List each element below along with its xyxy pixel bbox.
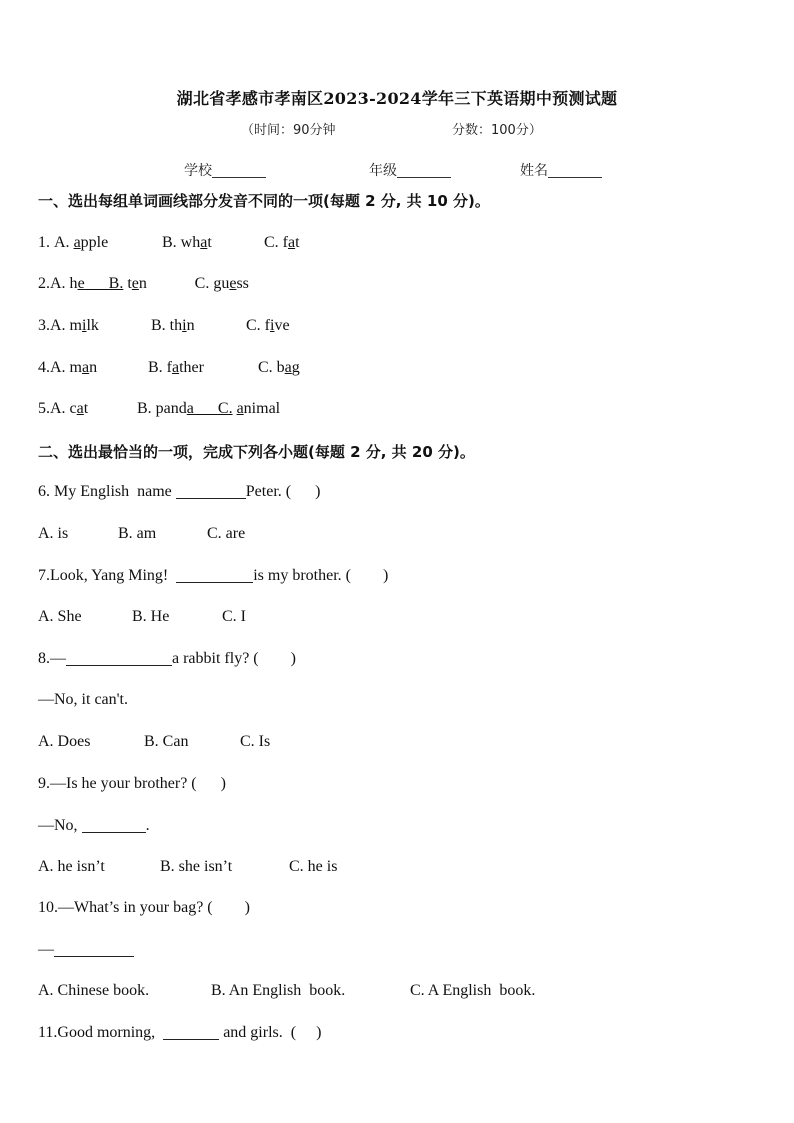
underline-gap xyxy=(85,275,109,292)
option-a[interactable]: A. he isn’t xyxy=(38,858,105,875)
option-b[interactable]: B. He xyxy=(132,608,170,625)
score-info: 分数：100分） xyxy=(452,123,542,138)
question-6: 6. My English name Peter. ( ) xyxy=(38,483,321,500)
option-c: C. bag xyxy=(258,359,300,376)
question-5 xyxy=(38,400,280,418)
option-c[interactable]: C. are xyxy=(207,525,246,542)
option-c[interactable]: C. A English book. xyxy=(410,982,536,999)
name-field xyxy=(520,160,602,180)
question-10-reply: — xyxy=(38,941,134,959)
answer-blank[interactable] xyxy=(176,484,246,499)
option-c[interactable]: C. I xyxy=(222,608,246,625)
question-9-reply: —No, . xyxy=(38,817,150,834)
question-11: 11.Good morning, and girls. ( ) xyxy=(38,1024,322,1041)
question-8-options xyxy=(38,733,270,751)
option-b[interactable]: B. she isn’t xyxy=(160,858,233,875)
option-a[interactable]: A. Chinese book. xyxy=(38,982,150,999)
option-c[interactable]: C. Is xyxy=(240,733,271,750)
underline-gap xyxy=(194,400,218,417)
question-2 xyxy=(38,275,249,293)
answer-blank[interactable] xyxy=(82,818,146,833)
time-info: （时间：90分钟 xyxy=(241,123,336,138)
question-8-reply: —No, it can't. xyxy=(38,691,128,708)
question-6-options xyxy=(38,525,245,543)
option-a[interactable]: A. Does xyxy=(38,733,91,750)
question-3 xyxy=(38,317,290,335)
school-label: 学校 xyxy=(184,163,212,179)
question-number: 5. xyxy=(38,400,50,417)
question-10-options xyxy=(38,982,535,1000)
option-c[interactable]: C. he is xyxy=(289,858,338,875)
option-b[interactable]: B. am xyxy=(118,525,157,542)
question-7-options xyxy=(38,608,246,626)
question-9: 9.—Is he your brother? ( ) xyxy=(38,775,226,792)
grade-blank[interactable] xyxy=(397,163,451,178)
page-title: 湖北省孝感市孝南区2023-2024学年三下英语期中预测试题 xyxy=(176,89,618,108)
question-number: 2. xyxy=(38,275,50,292)
option-a: A. cat xyxy=(50,400,89,417)
option-b: B. ten xyxy=(108,275,147,292)
name-label: 姓名 xyxy=(520,163,548,179)
option-b: B. father xyxy=(148,359,204,376)
school-field xyxy=(184,160,266,180)
option-b[interactable]: B. An English book. xyxy=(211,982,346,999)
option-b[interactable]: B. Can xyxy=(144,733,189,750)
grade-field xyxy=(369,160,451,180)
section-1-title: 一、选出每组单词画线部分发音不同的一项(每题 2 分, 共 10 分)。 xyxy=(38,192,490,210)
question-7: 7.Look, Yang Ming! is my brother. ( ) xyxy=(38,567,389,584)
question-10: 10.—What’s in your bag? ( ) xyxy=(38,899,250,916)
option-b: B. panda xyxy=(137,400,194,417)
option-a: A. apple xyxy=(54,234,109,251)
option-b: B. what xyxy=(162,234,212,251)
answer-blank[interactable] xyxy=(66,651,172,666)
answer-blank[interactable] xyxy=(176,568,253,583)
question-9-options xyxy=(38,858,337,876)
question-number: 1. xyxy=(38,234,54,251)
option-c: C. five xyxy=(246,317,290,334)
school-blank[interactable] xyxy=(212,163,266,178)
option-a: A. milk xyxy=(50,317,99,334)
option-b: B. thin xyxy=(151,317,195,334)
question-number: 3. xyxy=(38,317,50,334)
name-blank[interactable] xyxy=(548,163,602,178)
question-number: 4. xyxy=(38,359,50,376)
question-1 xyxy=(38,234,300,252)
option-a[interactable]: A. is xyxy=(38,525,69,542)
option-c: C. guess xyxy=(194,275,249,292)
option-a: A. he xyxy=(50,275,85,292)
question-4 xyxy=(38,359,300,377)
option-a[interactable]: A. She xyxy=(38,608,82,625)
option-a: A. man xyxy=(50,359,98,376)
option-c: C. animal xyxy=(217,400,281,417)
section-2-title: 二、选出最恰当的一项，完成下列各小题(每题 2 分, 共 20 分)。 xyxy=(38,443,475,461)
answer-blank[interactable] xyxy=(163,1025,219,1040)
option-c: C. fat xyxy=(264,234,300,251)
question-8: 8.— a rabbit fly? ( ) xyxy=(38,650,296,667)
grade-label: 年级 xyxy=(369,163,397,179)
answer-blank[interactable] xyxy=(54,942,134,957)
